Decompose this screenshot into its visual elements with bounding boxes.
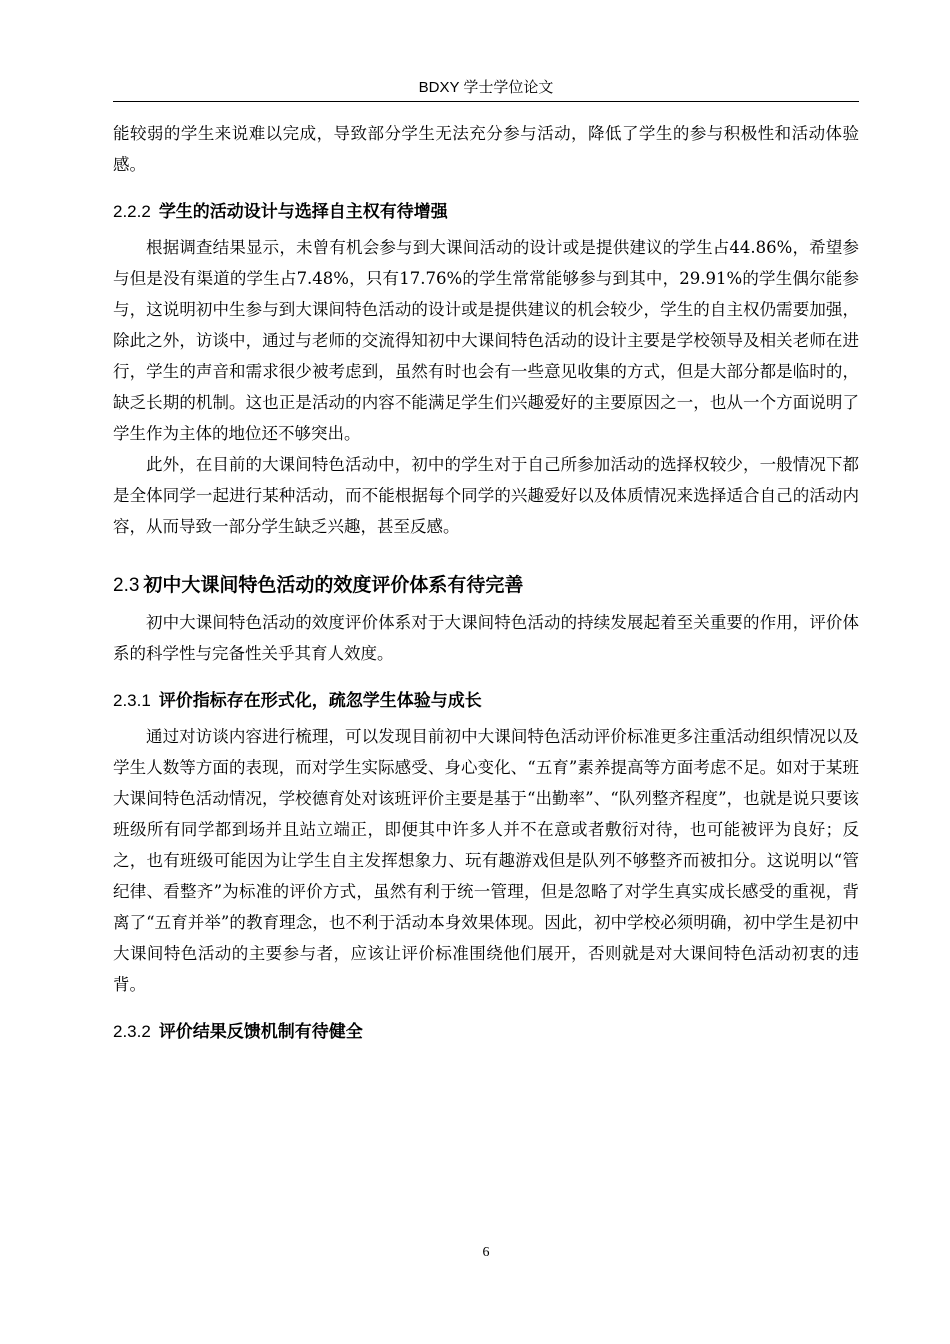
heading-number: 2.3.2 bbox=[113, 1022, 151, 1041]
heading-2-3-2 bbox=[113, 1016, 859, 1048]
paragraph-continuation: 能较弱的学生来说难以完成，导致部分学生无法充分参与活动，降低了学生的参与积极性和活动体验感。 bbox=[113, 124, 859, 174]
page-number: 6 bbox=[482, 1245, 490, 1260]
heading-2-2-2 bbox=[113, 196, 859, 228]
paragraph-evaluation-system: 初中大课间特色活动的效度评价体系对于大课间特色活动的持续发展起着至关重要的作用，评价体系的科学性与完备性关乎其育人效度。 bbox=[113, 613, 859, 663]
heading-2-3 bbox=[113, 568, 859, 603]
heading-number: 2.3 bbox=[113, 575, 140, 596]
heading-2-3-1 bbox=[113, 685, 859, 717]
heading-number: 2.3.1 bbox=[113, 691, 151, 710]
heading-title: 评价指标存在形式化，疏忽学生体验与成长 bbox=[158, 691, 482, 711]
heading-title: 初中大课间特色活动的效度评价体系有待完善 bbox=[143, 574, 524, 596]
paragraph-survey-results: 根据调查结果显示，未曾有机会参与到大课间活动的设计或是提供建议的学生占44.86%，希望参与但是没有渠道的学生占7.48%，只有17.76%的学生常常能够参与到其中，29.91%的学生偶尔能参与，这说明初中生参与到大课间特色活动的设计或是提供建议的机会较少，学生的自主权仍需要加强，除此之外，访谈中，通过与老师的交流得知初中大课间特色活动的设计主要是学校领导及相关老师在进行，学生的声音和需求很少被考虑到，虽然有时也会有一些意见收集的方式，但是大部分都是临时的，缺乏长期的机制。这也正是活动的内容不能满足学生们兴趣爱好的主要原因之一，也从一个方面说明了学生作为主体的地位还不够突出。 bbox=[113, 238, 859, 443]
heading-title: 评价结果反馈机制有待健全 bbox=[158, 1022, 363, 1042]
header-divider bbox=[113, 101, 859, 102]
page-body bbox=[113, 118, 859, 1048]
heading-number: 2.2.2 bbox=[113, 202, 151, 221]
heading-title: 学生的活动设计与选择自主权有待增强 bbox=[158, 202, 448, 222]
paragraph-choice-rights: 此外，在目前的大课间特色活动中，初中的学生对于自己所参加活动的选择权较少，一般情况下都是全体同学一起进行某种活动，而不能根据每个同学的兴趣爱好以及体质情况来选择适合自己的活动内容，从而导致一部分学生缺乏兴趣，甚至反感。 bbox=[113, 455, 859, 536]
running-header: BDXY 学士学位论文 bbox=[418, 79, 554, 96]
paragraph-evaluation-indicators: 通过对访谈内容进行梳理，可以发现目前初中大课间特色活动评价标准更多注重活动组织情况以及学生人数等方面的表现，而对学生实际感受、身心变化、“五育”素养提高等方面考虑不足。如对于某班大课间特色活动情况，学校德育处对该班评价主要是基于“出勤率”、“队列整齐程度”，也就是说只要该班级所有同学都到场并且站立端正，即便其中许多人并不在意或者敷衍对待，也可能被评为良好；反之，也有班级可能因为让学生自主发挥想象力、玩有趣游戏但是队列不够整齐而被扣分。这说明以“管纪律、看整齐”为标准的评价方式，虽然有利于统一管理，但是忽略了对学生真实成长感受的重视，背离了“五育并举”的教育理念，也不利于活动本身效果体现。因此，初中学校必须明确，初中学生是初中大课间特色活动的主要参与者，应该让评价标准围绕他们展开，否则就是对大课间特色活动初衷的违背。 bbox=[113, 727, 859, 994]
